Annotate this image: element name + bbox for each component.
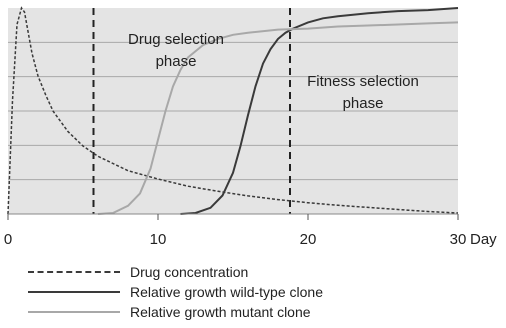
x-tick-label: 20 (299, 231, 317, 248)
legend-item (28, 282, 323, 302)
legend-label: Relative growth mutant clone (130, 304, 311, 320)
legend-item (28, 302, 323, 322)
phase-label: Drug selection phase (128, 31, 224, 70)
x-ticks (4, 214, 497, 248)
phase-label: Fitness selection phase (307, 73, 419, 112)
legend-swatch (28, 291, 120, 293)
x-tick-label: 10 (149, 231, 167, 248)
legend-swatch (28, 311, 120, 313)
legend-label: Relative growth wild-type clone (130, 284, 323, 300)
legend (28, 262, 323, 322)
legend-label: Drug concentration (130, 264, 249, 280)
x-tick-label: 0 (3, 231, 13, 248)
x-axis-label: Day (470, 231, 497, 248)
x-tick-label: 30 (449, 231, 467, 248)
legend-item (28, 262, 323, 282)
legend-swatch (28, 271, 120, 273)
